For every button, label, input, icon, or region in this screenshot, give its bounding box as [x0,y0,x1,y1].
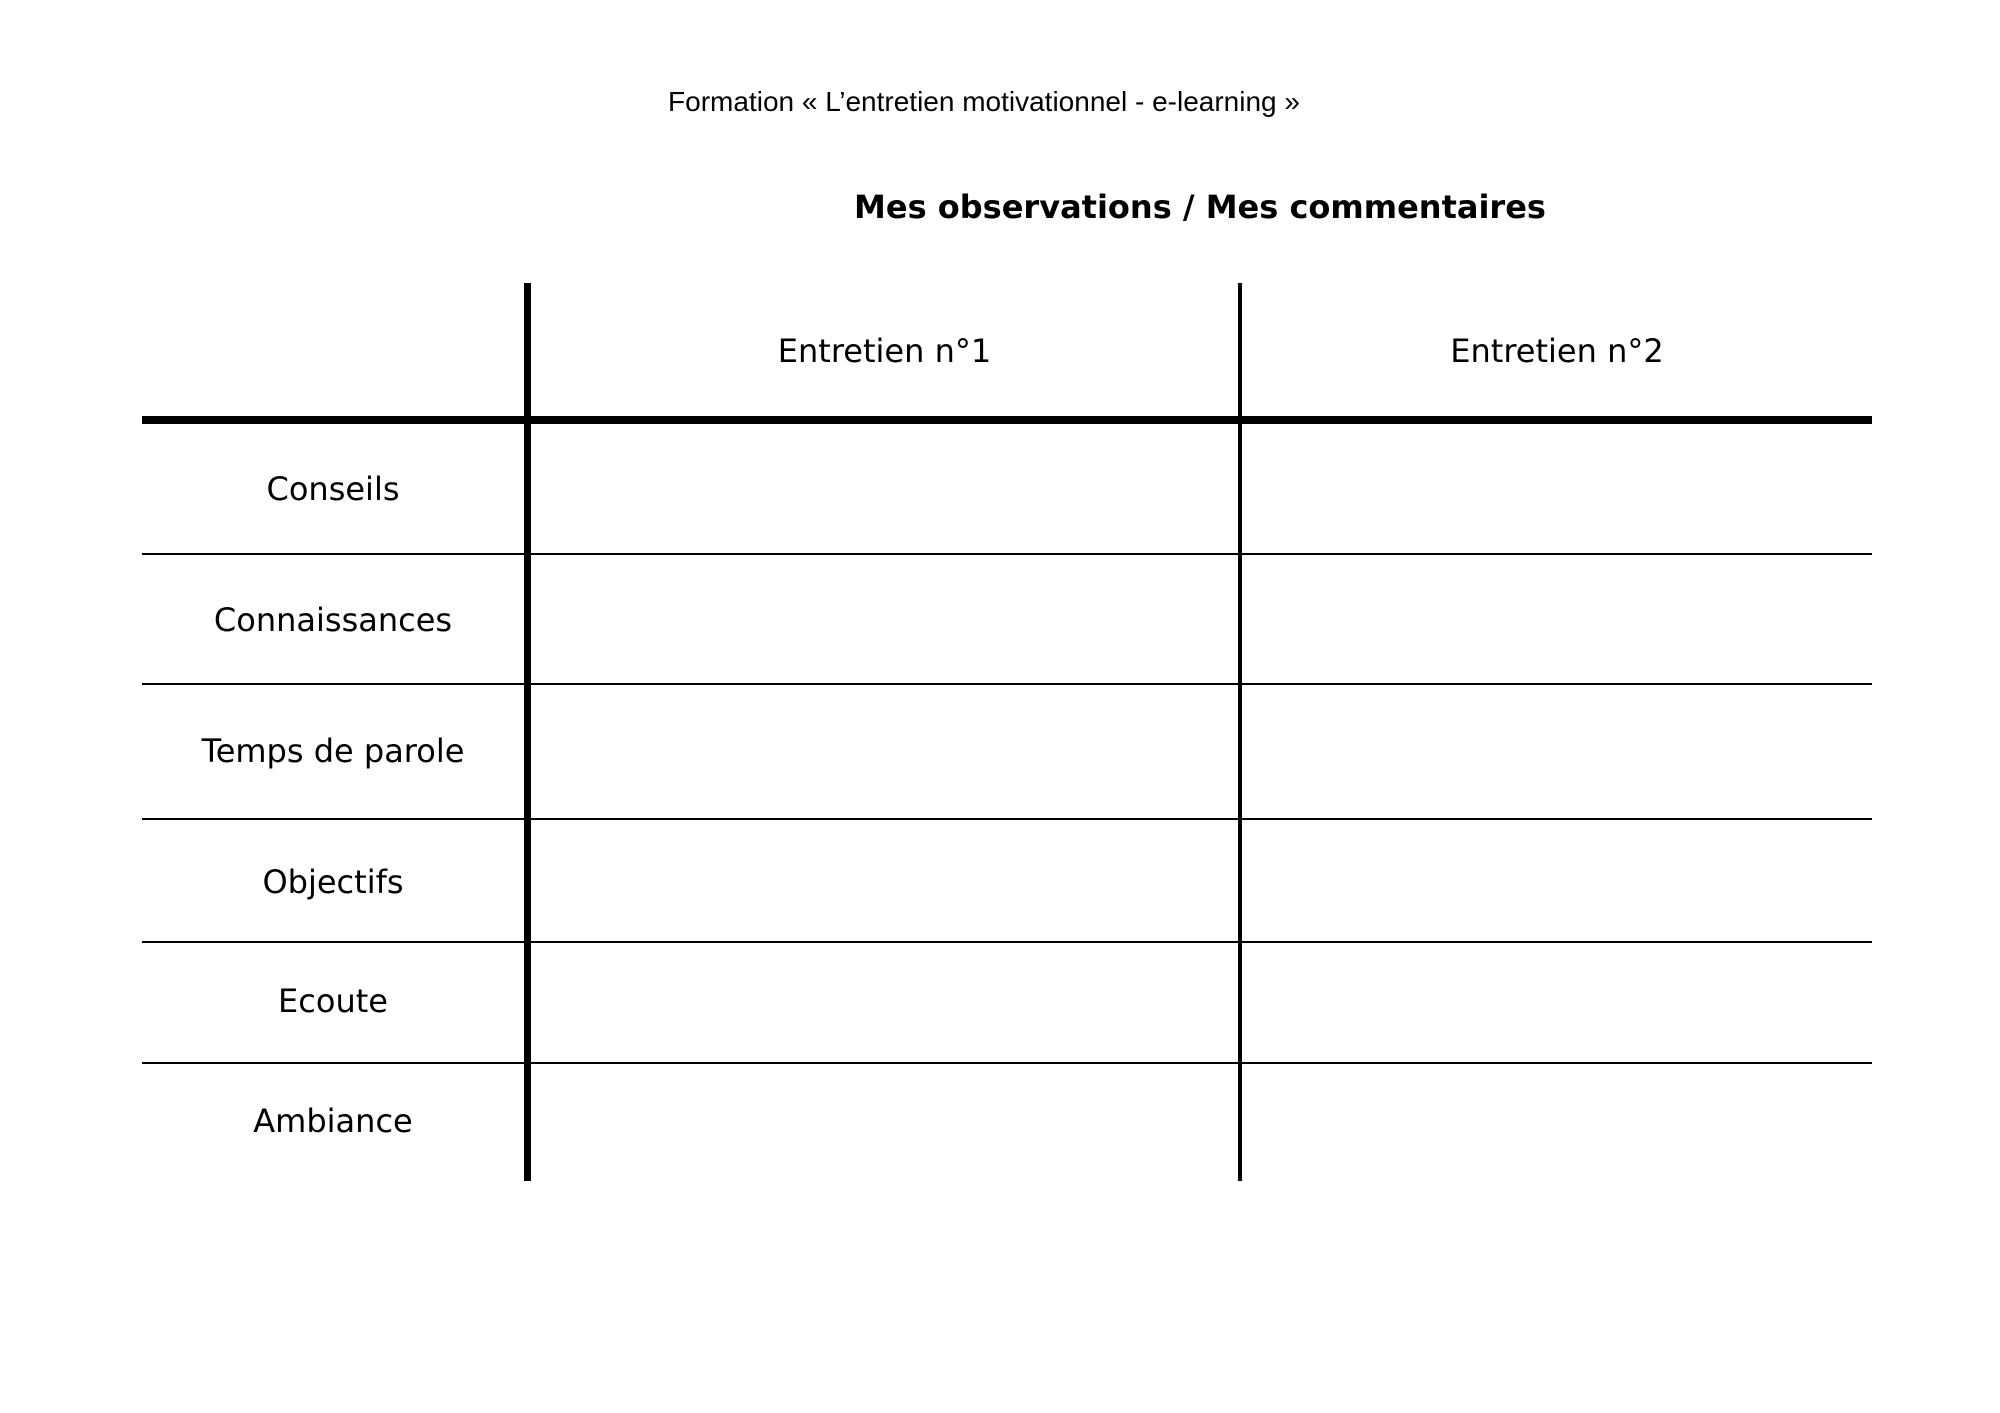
column-header-entretien-2: Entretien n°2 [1450,332,1664,370]
row-label-connaissances: Connaissances [213,601,453,639]
table-header-rule [142,416,1872,424]
column-header-entretien-1: Entretien n°1 [777,332,992,370]
row-label-objectifs: Objectifs [262,863,404,901]
table-row-separator [142,1062,1872,1064]
table-row-separator [142,553,1872,555]
section-title: Mes observations / Mes commentaires [854,188,1546,226]
row-label-ecoute: Ecoute [278,982,388,1020]
table-row-separator [142,683,1872,685]
table-row-separator [142,818,1872,820]
row-label-conseils: Conseils [266,470,400,508]
document-header-text: Formation « L’entretien motivationnel - e-learning » [668,86,1300,117]
table-row-separator [142,941,1872,943]
row-label-ambiance: Ambiance [253,1102,413,1140]
row-label-temps-de-parole: Temps de parole [201,732,465,770]
